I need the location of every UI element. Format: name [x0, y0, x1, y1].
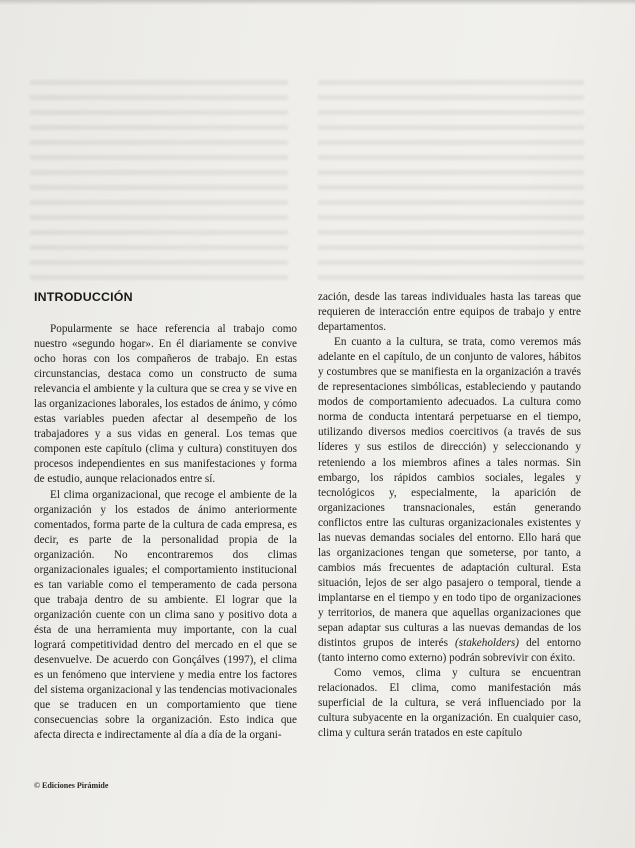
paragraph-cultura-end: del entorno (tanto interno como externo) podrán sobrevivir con éxito.: [318, 637, 581, 665]
bleed-through-text-right: [318, 80, 584, 280]
paragraph-relacion: Como vemos, clima y cultura se encuentran relacionados. El clima, como manifestación más superficial de la cultura, se verá influenciado por la cultura subyacente en la organización. En cualquier caso, clima y cultura serán tratados en este capítulo: [318, 667, 581, 740]
paragraph-cultura-text: En cuanto a la cultura, se trata, como veremos más adelante en el capítulo, de un conjunto de valores, hábitos y costumbres que se manifiesta en la organización a través de representaciones simbólicas, estableciendo y pautando modos de comportamiento adecuados. La cultura como norma de conducta intentará perpetuarse en el tiempo, utilizando diversos medios coercitivos (a través de sus líderes y sus estilos de dirección) y seleccionando y reteniendo a los miembros afines a tales normas. Sin embargo, los rápidos cambios sociales, legales y tecnológicos y, especialmente, la aparición de organizaciones transnacionales, están generando conflictos entre las culturas organizacionales existentes y las nuevas demandas sociales del entorno. Ello hará que las organizaciones tengan que someterse, por tanto, a cambios más frecuentes de adaptación cultural. Esta situación, lejos de ser algo pasajero o temporal, tiende a implantarse en el tiempo y en todo tipo de organizaciones y territorios, de manera que aquellas organizaciones que sepan adaptar sus culturas a las nuevas demandas de los distintos grupos de interés: [318, 336, 581, 650]
left-column: [34, 290, 297, 743]
paragraph-intro: Popularmente se hace referencia al trabajo como nuestro «segundo hogar». En él diariamente se convive ocho horas con los compañeros de trabajo. En estas circunstancias, destaca como un constructo de suma relevancia el ambiente y la cultura que se crea y se vive en las organizaciones laborales, los estados de ánimo, y cómo estas variables pueden afectar al desempeño de los trabajadores y a sus vidas en general. Los temas que componen este capítulo (clima y cultura) constituyen dos procesos independientes en sus manifestaciones y forma de estudio, aunque relacionados entre sí.: [34, 323, 297, 486]
paragraph-continuation: zación, desde las tareas individuales hasta las tareas que requieren de interacción entre equipos de trabajo y entre departamentos.: [318, 291, 581, 334]
paragraph-cultura: [318, 335, 581, 666]
right-column: [318, 290, 581, 741]
bleed-through-text-left: [30, 80, 288, 280]
section-heading: INTRODUCCIÓN: [34, 290, 133, 304]
publisher-footer: © Ediciones Pirámide: [34, 781, 109, 790]
paragraph-clima: El clima organizacional, que recoge el ambiente de la organización y los estados de ánimo anteriormente comentados, forma parte de la cultura de cada empresa, es decir, es parte de la personalidad propia de la organización. No encontraremos dos climas organizacionales iguales; el comportamiento institucional es tan variable como el temperamento de cada persona que trabaja dentro de su ambiente. El lograr que la organización cuente con un clima sano y positivo dota a ésta de una herramienta muy importante, con la cual logrará competitividad dentro del mercado en el que se desenvuelve. De acuerdo con Gonçálves (1997), el clima es un fenómeno que interviene y media entre los factores del sistema organizacional y las tendencias motivacionales que se traducen en un comportamiento que tiene consecuencias sobre la organización. Esto indica que afecta directa e indirectamente al día a día de la organi-: [34, 488, 297, 742]
stakeholders-term: (stakeholders): [455, 637, 520, 650]
page-top-edge: [0, 0, 635, 5]
